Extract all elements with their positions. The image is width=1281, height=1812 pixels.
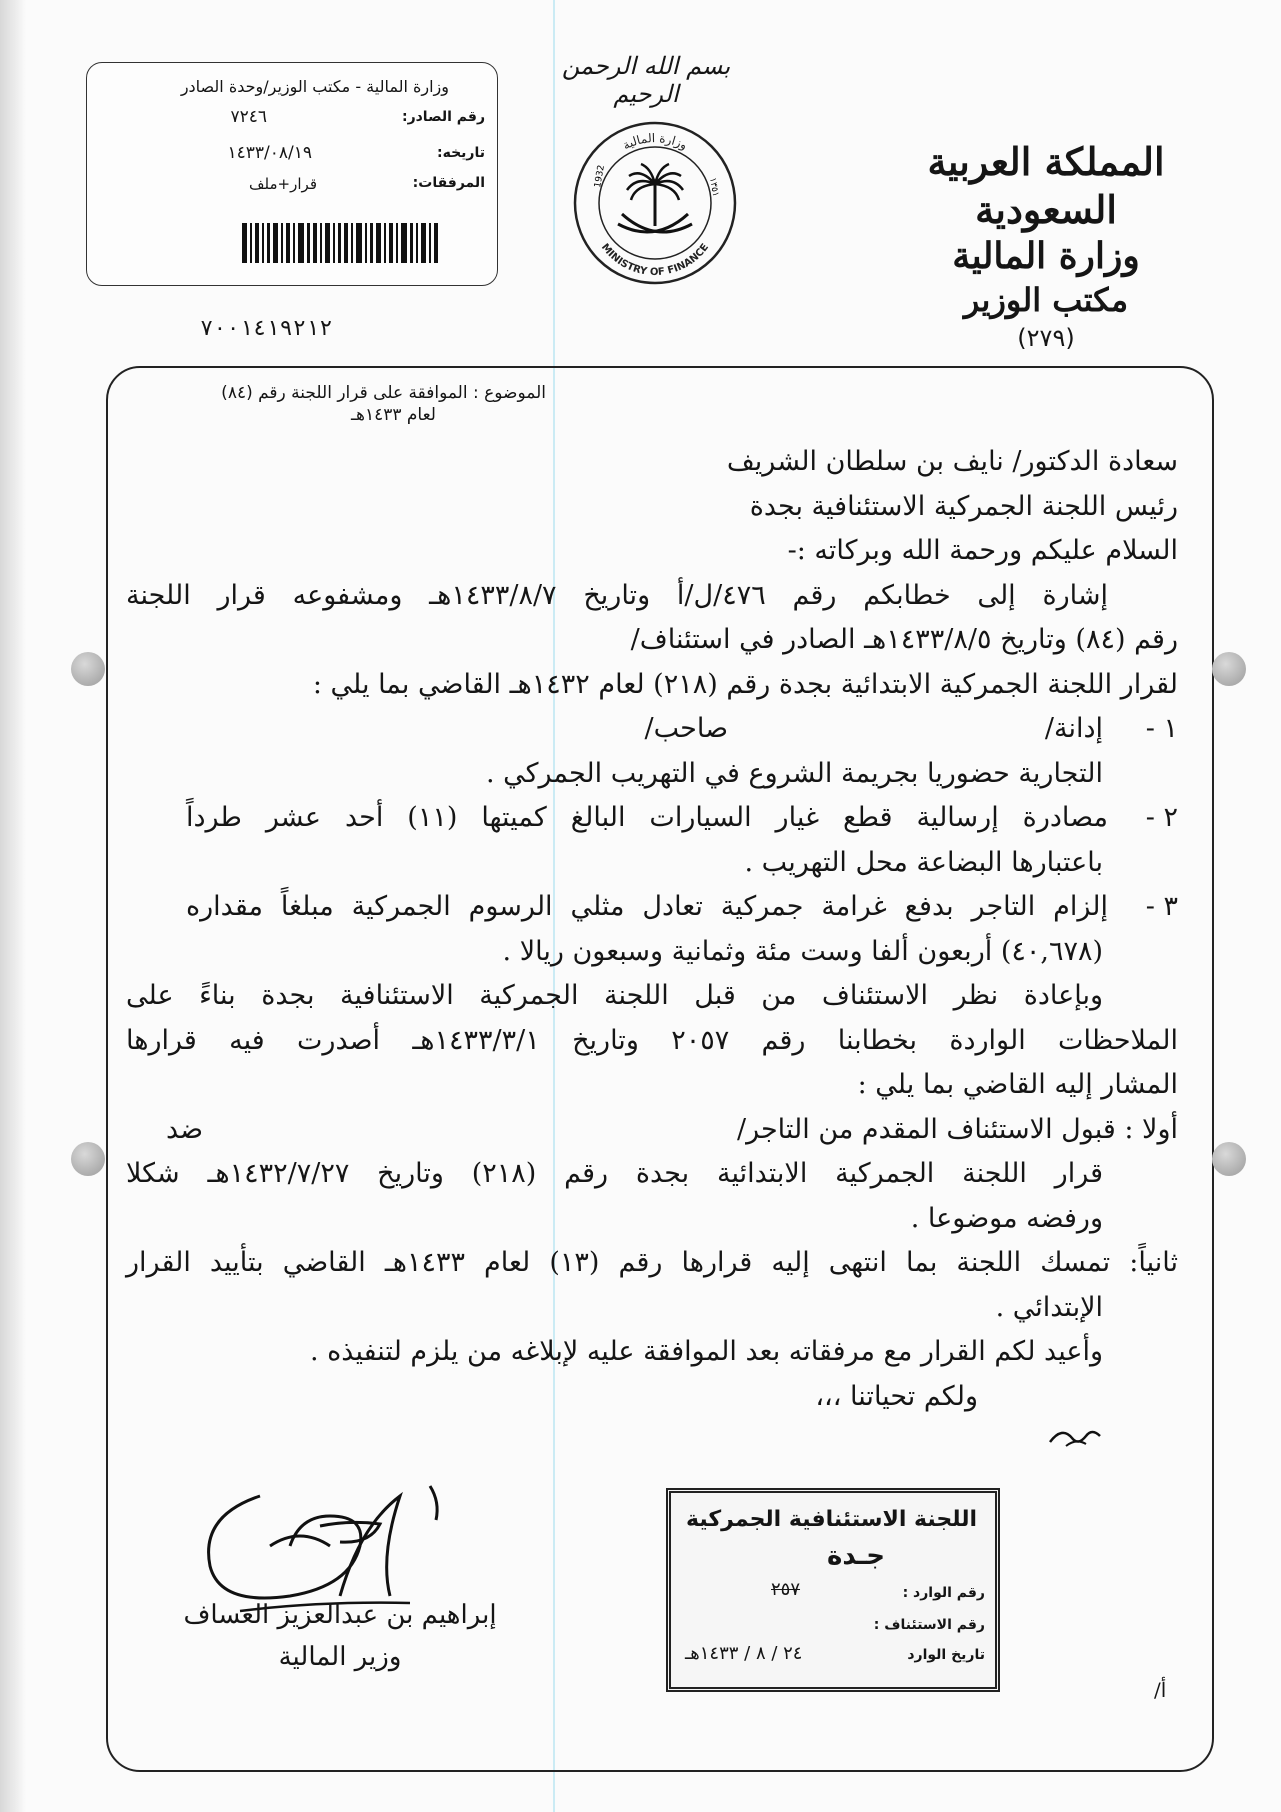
item-text: إلزام التاجر بدفع غرامة جمركية تعادل مثلي الرسوم الجمركية مبلغاً مقداره — [186, 891, 1108, 922]
decision-continuation: قرار اللجنة الجمركية الابتدائية بجدة رقم (٢١٨) وتاريخ ١٤٣٢/٧/٢٧هـ شكلا — [126, 1158, 1103, 1189]
punch-hole — [1212, 652, 1246, 686]
letter-body — [126, 440, 1178, 1419]
item-text: صاحب/ — [644, 713, 728, 744]
paragraph-line: رقم (٨٤) وتاريخ ١٤٣٣/٨/٥هـ الصادر في استئناف/ — [630, 624, 1178, 655]
decision-text: أولا : قبول الاستئناف المقدم من التاجر/ — [736, 1113, 1178, 1145]
item-text: إدانة/ — [1044, 713, 1103, 744]
item-text: مصادرة إرسالية قطع غيار السيارات البالغ كميتها (١١) أحد عشر طرداً — [186, 802, 1108, 833]
list-item-continuation: (٤٠,٦٧٨) أربعون ألفا وست مئة وثمانية وسبعون ريالا . — [502, 935, 1103, 967]
letterhead-ministry: وزارة المالية — [952, 235, 1140, 277]
addressee-title: رئيس اللجنة الجمركية الاستئنافية بجدة — [749, 490, 1178, 522]
reference-number: ٧٠٠١٤١٩٢١٢ — [200, 316, 333, 341]
decision-continuation: الإبتدائي . — [995, 1291, 1103, 1323]
paragraph-line: الملاحظات الواردة بخطابنا رقم ٢٠٥٧ وتاريخ ١٤٣٣/٣/١هـ أصدرت فيه قرارها — [126, 1024, 1178, 1056]
item-number: ٢ - — [1145, 802, 1178, 833]
signatory-title: وزير المالية — [278, 1642, 402, 1672]
stamp-committee: اللجنة الاستئنافية الجمركية — [686, 1507, 977, 1532]
decision-continuation: ورفضه موضوعا . — [910, 1202, 1103, 1234]
letterhead-office: مكتب الوزير — [963, 281, 1129, 319]
letterhead-kingdom: المملكة العربية السعودية — [927, 139, 1165, 232]
seal-year-left: 1932 — [593, 164, 607, 189]
subject-line: لعام ١٤٣٣هـ — [351, 405, 436, 425]
scan-edge-shadow — [0, 0, 26, 1812]
list-item — [126, 796, 1178, 841]
list-item-continuation: باعتبارها البضاعة محل التهريب . — [744, 846, 1103, 878]
page-mark: أ/ — [1154, 1678, 1167, 1702]
paragraph-line: المشار إليه القاضي بما يلي : — [857, 1069, 1178, 1100]
received-stamp — [666, 1488, 1000, 1692]
barcode — [191, 223, 441, 263]
registration-organization: وزارة المالية - مكتب الوزير/وحدة الصادر — [180, 77, 449, 96]
subject-line: الموضوع : الموافقة على قرار اللجنة رقم (٨٤) — [221, 383, 546, 403]
letterhead — [881, 138, 1211, 354]
letterhead-code: (٢٧٩) — [1017, 324, 1075, 352]
outgoing-number-label: رقم الصادر: — [401, 109, 485, 125]
closing-line: وأعيد لكم القرار مع مرفقاته بعد الموافقة عليه لإبلاغه من يلزم لتنفيذه . — [309, 1336, 1103, 1367]
signatory-name: إبراهيم بن عبدالعزيز العساف — [183, 1600, 497, 1630]
outgoing-date-label: تاريخه: — [436, 145, 485, 161]
addressee: سعادة الدكتور/ نايف بن سلطان الشريف — [726, 446, 1178, 477]
list-item — [126, 885, 1178, 930]
list-item-continuation: التجارية حضوريا بجريمة الشروع في التهريب الجمركي . — [485, 757, 1103, 789]
stamp-incoming-label: رقم الوارد : — [902, 1585, 985, 1601]
seal-bottom-text: MINISTRY OF FINANCE — [598, 241, 712, 279]
outgoing-date-value: ١٤٣٣/٠٨/١٩ — [227, 143, 312, 163]
punch-hole — [1212, 1142, 1246, 1176]
outgoing-number-value: ٧٢٤٦ — [230, 107, 267, 127]
item-number: ١ - — [1145, 713, 1178, 744]
list-item — [126, 707, 1178, 752]
seal-top-text: وزارة المالية — [620, 131, 690, 153]
decision-second: ثانياً: تمسك اللجنة بما انتهى إليه قرارها رقم (١٣) لعام ١٤٣٣هـ القاضي بتأييد القرار — [126, 1247, 1178, 1278]
outgoing-registration-box — [86, 62, 498, 286]
subject-block — [126, 382, 546, 426]
paragraph-line: وبإعادة نظر الاستئناف من قبل اللجنة الجمركية الاستئنافية بجدة بناءً على — [126, 980, 1103, 1011]
seal-year-right: ١٣٥١ — [707, 176, 721, 198]
paragraph-line: إشارة إلى خطابكم رقم ٤٧٦/ل/أ وتاريخ ١٤٣٣/٨/٧هـ ومشفوعه قرار اللجنة — [126, 579, 1108, 611]
decision-first — [126, 1108, 1178, 1153]
stamp-city: جـدة — [827, 1541, 885, 1571]
svg-text:وزارة المالية — [620, 131, 689, 153]
punch-hole — [71, 1142, 105, 1176]
decision-text: ضد — [166, 1113, 204, 1145]
stamp-date-value: ٢٤ / ٨ / ١٤٣٣هـ — [685, 1643, 803, 1664]
punch-hole — [71, 652, 105, 686]
item-number: ٣ - — [1145, 891, 1178, 922]
closing-salutation: ولكم تحياتنا ،،، — [815, 1380, 978, 1412]
attachments-value: قرار+ملف — [249, 175, 317, 193]
stamp-incoming-value: ٢٥٧ — [771, 1579, 801, 1600]
stamp-date-label: تاريخ الوارد — [907, 1647, 985, 1663]
ministry-of-finance-seal-icon — [570, 118, 740, 288]
greeting: السلام عليكم ورحمة الله وبركاته :- — [787, 535, 1178, 566]
signatory-block — [140, 1594, 540, 1678]
attachments-label: المرفقات: — [412, 175, 485, 191]
paragraph-line: لقرار اللجنة الجمركية الابتدائية بجدة رقم (٢١٨) لعام ١٤٣٢هـ القاضي بما يلي : — [312, 668, 1178, 700]
initials-mark-icon — [1046, 1420, 1106, 1450]
stamp-appeal-label: رقم الاستئناف : — [873, 1617, 985, 1633]
basmala: بسم الله الرحمن الرحيم — [561, 52, 731, 108]
